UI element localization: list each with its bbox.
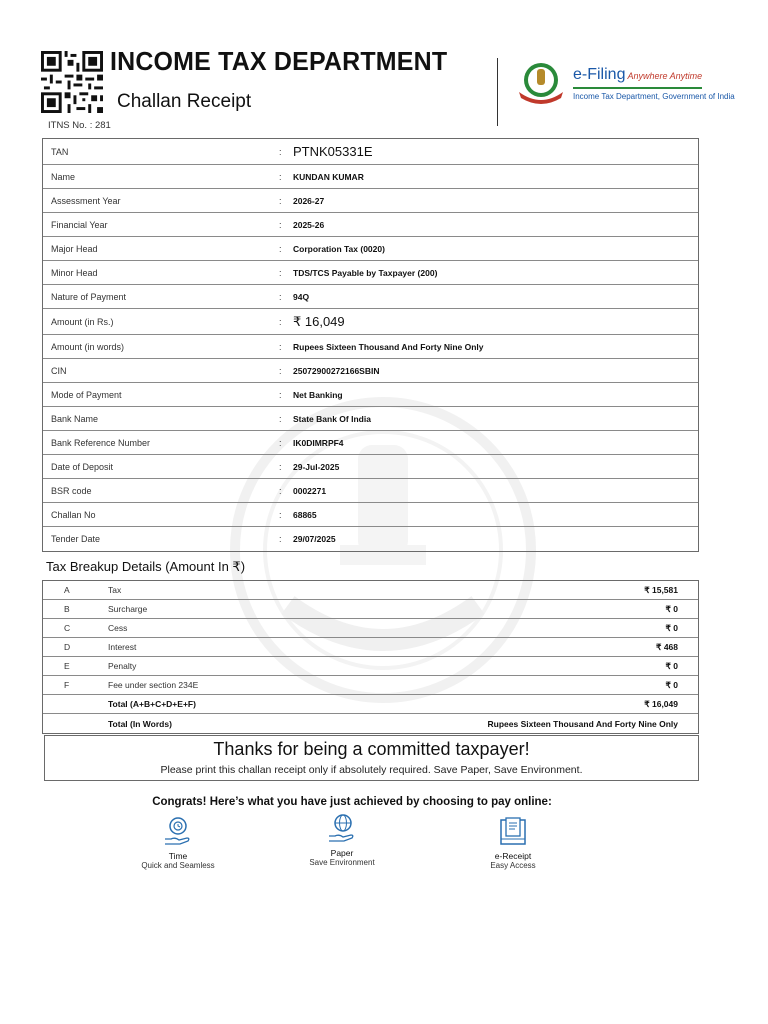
detail-value: 2026-27 [293, 195, 325, 206]
page-title: Challan Receipt [117, 91, 252, 112]
breakup-words-row [43, 714, 698, 733]
breakup-row [43, 619, 698, 638]
benefit-paper [292, 812, 392, 867]
breakup-amount: ₹ 15,581 [644, 584, 678, 595]
receipt-icon [496, 815, 530, 849]
detail-label: Major Head [51, 243, 98, 254]
detail-label: Bank Reference Number [51, 437, 151, 448]
detail-label: Financial Year [51, 219, 108, 230]
thanks-box [44, 735, 699, 781]
benefit-subtitle: Quick and Seamless [141, 861, 215, 870]
detail-row [43, 139, 698, 165]
breakup-desc: Surcharge [108, 604, 148, 614]
detail-row [43, 383, 698, 407]
header-divider [497, 58, 498, 126]
department-title: INCOME TAX DEPARTMENT [110, 46, 448, 76]
breakup-amount: ₹ 0 [665, 660, 678, 671]
detail-value: 25072900272166SBIN [293, 365, 380, 376]
breakup-amount: ₹ 0 [665, 603, 678, 614]
breakup-row [43, 638, 698, 657]
detail-separator: : [279, 316, 282, 327]
detail-value: Net Banking [293, 389, 343, 400]
breakup-letter: F [64, 680, 70, 690]
breakup-row [43, 657, 698, 676]
detail-separator: : [279, 146, 282, 157]
detail-value: 2025-26 [293, 219, 325, 230]
detail-label: Nature of Payment [51, 291, 127, 302]
detail-value: 29/07/2025 [293, 534, 336, 544]
benefit-title: Time [168, 851, 188, 861]
benefit-subtitle: Easy Access [490, 861, 536, 870]
detail-separator: : [279, 219, 282, 230]
benefit-title: e-Receipt [494, 851, 532, 861]
detail-separator: : [279, 461, 282, 472]
efiling-underline [573, 87, 702, 89]
detail-row [43, 455, 698, 479]
detail-row [43, 359, 698, 383]
detail-value: 94Q [293, 291, 310, 302]
detail-row [43, 479, 698, 503]
thanks-title: Thanks for being a committed taxpayer! [213, 739, 530, 759]
detail-separator: : [279, 365, 282, 376]
detail-row [43, 165, 698, 189]
breakup-letter: C [64, 623, 71, 633]
detail-value: Corporation Tax (0020) [293, 243, 385, 254]
breakup-total-row [43, 695, 698, 714]
breakup-desc: Penalty [108, 661, 137, 671]
detail-row [43, 335, 698, 359]
detail-value: KUNDAN KUMAR [293, 171, 364, 182]
detail-label: Assessment Year [51, 195, 121, 206]
congrats-message: Congrats! Here’s what you have just achieved by choosing to pay online: [152, 796, 552, 808]
efiling-brand-name: e-Filing [573, 66, 626, 83]
detail-separator: : [279, 485, 282, 496]
detail-label: Amount (in Rs.) [51, 316, 114, 327]
tax-breakup-table [42, 580, 699, 734]
breakup-row [43, 600, 698, 619]
benefit-subtitle: Save Environment [309, 858, 375, 867]
detail-label: CIN [51, 365, 67, 376]
breakup-desc: Tax [108, 585, 122, 595]
detail-label: Bank Name [51, 413, 99, 424]
breakup-desc: Fee under section 234E [108, 680, 199, 690]
breakup-amount: ₹ 468 [656, 641, 678, 652]
detail-value: State Bank Of India [293, 413, 371, 424]
breakup-amount: ₹ 0 [665, 622, 678, 633]
efiling-brand [573, 66, 702, 84]
breakup-letter: E [64, 661, 70, 671]
detail-label: Mode of Payment [51, 389, 122, 400]
detail-label: Tender Date [51, 534, 101, 544]
detail-separator: : [279, 267, 282, 278]
detail-label: Name [51, 171, 76, 182]
clock-hand-icon [161, 815, 195, 849]
total-amount: ₹ 16,049 [644, 698, 678, 709]
detail-value: PTNK05331E [293, 144, 373, 159]
challan-details-table [42, 138, 699, 552]
detail-row [43, 309, 698, 335]
detail-label: Date of Deposit [51, 461, 114, 472]
detail-label: TAN [51, 146, 69, 157]
breakup-row [43, 581, 698, 600]
detail-separator: : [279, 291, 282, 302]
amount-value: ₹ 16,049 [293, 313, 345, 329]
detail-separator: : [279, 413, 282, 424]
detail-separator: : [279, 171, 282, 182]
breakup-row [43, 676, 698, 695]
detail-label: Amount (in words) [51, 341, 125, 352]
detail-separator: : [279, 437, 282, 448]
total-words-amount: Rupees Sixteen Thousand And Forty Nine Only [487, 718, 678, 729]
qr-code-icon [41, 51, 103, 113]
detail-separator: : [279, 509, 282, 520]
total-label: Total (A+B+C+D+E+F) [108, 699, 196, 709]
efiling-tagline: Anywhere Anytime [627, 71, 703, 81]
detail-separator: : [279, 341, 282, 352]
detail-label: BSR code [51, 485, 92, 496]
print-note: Please print this challan receipt only if absolutely required. Save Paper, Save Environment. [160, 764, 583, 776]
breakup-letter: B [64, 604, 70, 614]
detail-row [43, 285, 698, 309]
total-words-label: Total (In Words) [108, 718, 172, 729]
detail-row [43, 261, 698, 285]
detail-label: Minor Head [51, 267, 98, 278]
detail-value: 0002271 [293, 485, 327, 496]
breakup-letter: D [64, 642, 71, 652]
detail-separator: : [279, 389, 282, 400]
benefit-ereceipt [463, 815, 563, 870]
breakup-desc: Interest [108, 642, 137, 652]
efiling-org: Income Tax Department, Government of India [573, 92, 735, 101]
detail-separator: : [279, 195, 282, 206]
detail-row [43, 189, 698, 213]
globe-hand-icon [325, 812, 359, 846]
itns-number: ITNS No. : 281 [48, 120, 111, 131]
detail-value: IK0DIMRPF4 [293, 437, 344, 448]
detail-value: Rupees Sixteen Thousand And Forty Nine Only [293, 341, 484, 352]
detail-row [43, 503, 698, 527]
receipt-header [0, 0, 768, 136]
detail-value: TDS/TCS Payable by Taxpayer (200) [293, 267, 438, 278]
detail-row [43, 527, 698, 551]
detail-row [43, 431, 698, 455]
detail-row [43, 213, 698, 237]
emblem-logo-icon [517, 60, 565, 106]
detail-separator: : [279, 243, 282, 254]
detail-value: 68865 [293, 509, 317, 520]
detail-separator: : [279, 534, 282, 544]
benefit-title: Paper [330, 848, 354, 858]
detail-value: 29-Jul-2025 [293, 461, 340, 472]
detail-label: Challan No [51, 509, 96, 520]
breakup-desc: Cess [108, 623, 128, 633]
tax-breakup-title: Tax Breakup Details (Amount In ₹) [46, 559, 246, 574]
detail-row [43, 237, 698, 261]
breakup-amount: ₹ 0 [665, 679, 678, 690]
benefit-time [128, 815, 228, 870]
breakup-letter: A [64, 585, 70, 595]
detail-row [43, 407, 698, 431]
